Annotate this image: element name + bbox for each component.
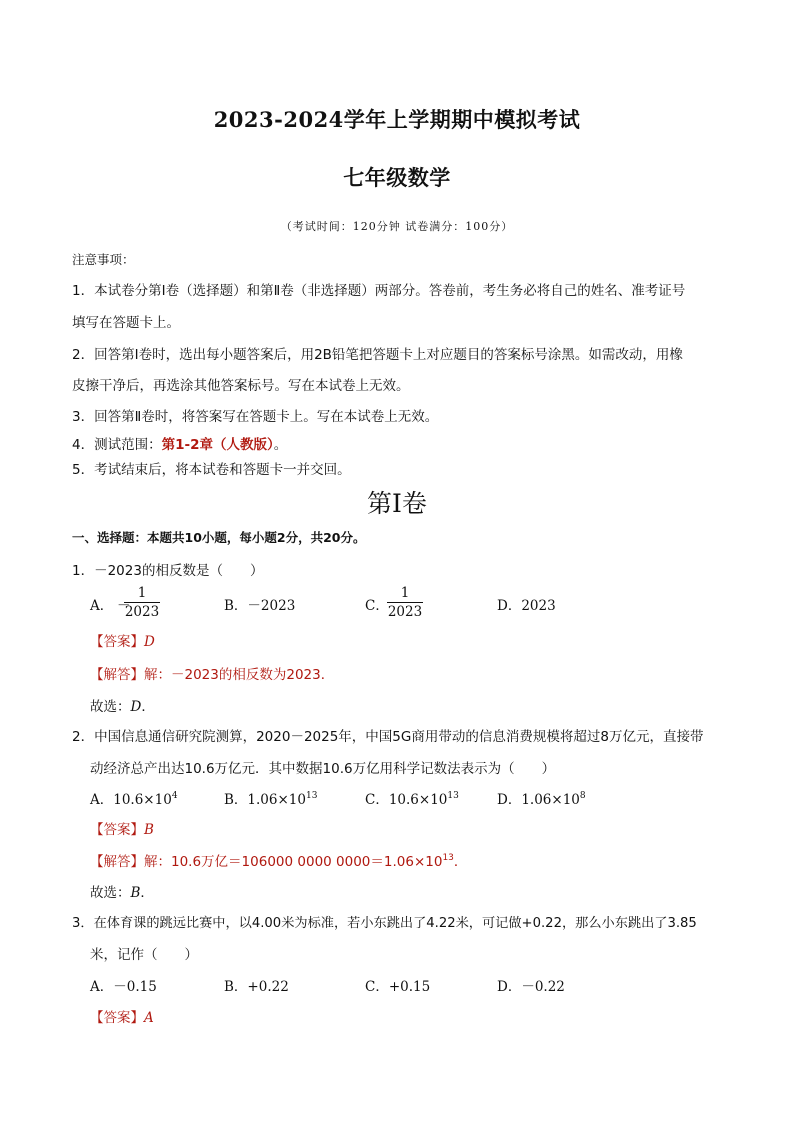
q1-option-a-label: A． bbox=[90, 598, 114, 614]
option-base: B．1.06×10 bbox=[224, 792, 306, 808]
q3-option-b: B．+0.22 bbox=[224, 979, 289, 995]
analysis-tag: 【解答】 bbox=[90, 667, 144, 683]
q1-option-a-denominator: 2023 bbox=[124, 604, 160, 620]
answer-value: B bbox=[144, 822, 154, 838]
section-intro: 一、选择题：本题共10小题，每小题2分，共20分。 bbox=[72, 530, 366, 545]
answer-value: D bbox=[144, 634, 155, 650]
option-exponent: 13 bbox=[447, 791, 459, 801]
q1-option-c-label: C． bbox=[365, 598, 389, 614]
notice-item-2-line-1: 2．回答第Ⅰ卷时，选出每小题答案后，用2B铅笔把答题卡上对应题目的答案标号涂黑。如需改动，用橡 bbox=[72, 347, 683, 363]
q1-option-d: D．2023 bbox=[497, 598, 556, 614]
choose-prefix: 故选： bbox=[90, 699, 131, 715]
q1-option-a-numerator: 1 bbox=[137, 585, 147, 601]
option-exponent: 13 bbox=[305, 791, 318, 801]
option-exponent: 4 bbox=[171, 791, 178, 801]
option-base: A．10.6×10 bbox=[90, 792, 172, 808]
notice-heading: 注意事项： bbox=[72, 252, 135, 267]
q3-answer bbox=[90, 1006, 154, 1026]
notice-item-1-line-1: 1．本试卷分第Ⅰ卷（选择题）和第Ⅱ卷（非选择题）两部分。答卷前，考生务必将自己的姓名、准考证号 bbox=[72, 283, 686, 299]
q1-choose bbox=[90, 695, 155, 715]
option-exponent: 8 bbox=[579, 791, 586, 801]
choose-suffix: ． bbox=[140, 885, 154, 901]
q1-stem: 1．－2023的相反数是（ ） bbox=[72, 563, 264, 579]
q2-analysis bbox=[90, 850, 467, 870]
answer-tag: 【答案】 bbox=[90, 1010, 144, 1026]
choose-value: D bbox=[130, 699, 142, 715]
q1-option-c-numerator: 1 bbox=[400, 585, 410, 601]
q1-answer bbox=[90, 630, 155, 650]
q1-option-c-denominator: 2023 bbox=[387, 604, 423, 620]
q3-option-a: A．－0.15 bbox=[90, 979, 157, 995]
q1-analysis bbox=[90, 663, 334, 683]
q1-option-a-sign: － bbox=[117, 598, 131, 614]
q2-option-a bbox=[90, 788, 178, 808]
exam-info: （考试时间：120分钟 试卷满分：100分） bbox=[280, 220, 514, 233]
analysis-tag: 【解答】 bbox=[90, 854, 144, 870]
analysis-text: 解：10.6万亿＝106000 0000 0000＝1.06×10 bbox=[144, 854, 443, 870]
choose-prefix: 故选： bbox=[90, 885, 131, 901]
answer-tag: 【答案】 bbox=[90, 822, 144, 838]
choose-value: B bbox=[130, 885, 141, 901]
q3-stem-line-1: 3．在体育课的跳远比赛中，以4.00米为标准，若小东跳出了4.22米，可记做+0.22，那么小东跳出了3.85 bbox=[72, 916, 697, 931]
q3-option-c: C．+0.15 bbox=[365, 979, 431, 995]
notice-item-2-line-2: 皮擦干净后，再选涂其他答案标号。写在本试卷上无效。 bbox=[72, 378, 410, 394]
exam-subtitle: 七年级数学 bbox=[343, 165, 451, 190]
test-scope: 第1-2章（人教版） bbox=[161, 437, 274, 453]
option-base: C．10.6×10 bbox=[365, 792, 448, 808]
answer-value: A bbox=[144, 1010, 154, 1026]
q1-option-a-fraction bbox=[124, 585, 160, 620]
option-base: D．1.06×10 bbox=[497, 792, 580, 808]
q2-choose bbox=[90, 881, 154, 901]
q3-stem-line-2: 米，记作（ ） bbox=[90, 947, 198, 963]
q2-option-d bbox=[497, 788, 586, 808]
q2-option-c bbox=[365, 788, 459, 808]
q2-stem-line-2: 动经济总产出达10.6万亿元．其中数据10.6万亿用科学记数法表示为（ ） bbox=[90, 761, 556, 777]
q2-stem-line-1: 2．中国信息通信研究院测算，2020－2025年，中国5G商用带动的信息消费规模将超过8万亿元，直接带 bbox=[72, 729, 704, 745]
fraction-bar bbox=[387, 602, 423, 603]
analysis-end: ． bbox=[453, 854, 468, 870]
analysis-text: 解：－2023的相反数为2023． bbox=[144, 667, 335, 683]
notice-item-4-suffix: 。 bbox=[273, 437, 288, 453]
q3-option-d: D．－0.22 bbox=[497, 979, 565, 995]
fraction-bar bbox=[124, 602, 160, 603]
choose-suffix: ． bbox=[141, 699, 155, 715]
q2-option-b bbox=[224, 788, 317, 808]
section-title: 第Ⅰ卷 bbox=[367, 489, 427, 518]
notice-item-4 bbox=[72, 433, 287, 453]
notice-item-1-line-2: 填写在答题卡上。 bbox=[72, 315, 180, 331]
q2-answer bbox=[90, 818, 154, 838]
analysis-exponent: 13 bbox=[442, 853, 454, 863]
q1-option-b: B．－2023 bbox=[224, 598, 296, 614]
notice-item-4-prefix: 4．测试范围： bbox=[72, 437, 162, 453]
exam-title: 2023-2024学年上学期期中模拟考试 bbox=[213, 107, 581, 132]
notice-item-3: 3．回答第Ⅱ卷时，将答案写在答题卡上。写在本试卷上无效。 bbox=[72, 409, 439, 425]
q1-option-c-fraction bbox=[387, 585, 423, 620]
answer-tag: 【答案】 bbox=[90, 634, 144, 650]
notice-item-5: 5．考试结束后，将本试卷和答题卡一并交回。 bbox=[72, 462, 351, 478]
